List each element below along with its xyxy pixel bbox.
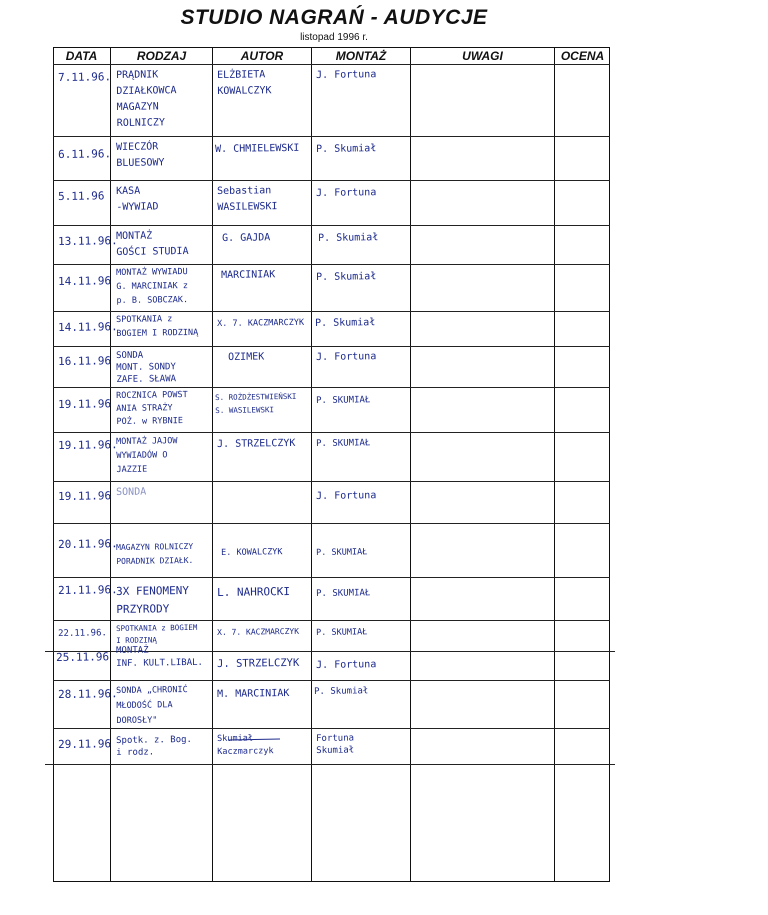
- row-date: 6.11.96.: [58, 147, 112, 161]
- column-divider: [212, 47, 213, 882]
- row-autor: J. STRZELCZYK: [217, 656, 300, 670]
- row-rodzaj: SPOTKANIA z BOGIEM I RODZINĄ: [116, 622, 198, 645]
- row-date: 16.11.96: [58, 354, 112, 368]
- row-date: 14.11.96.: [58, 320, 118, 334]
- row-autor: Skumiał Kaczmarczyk: [217, 733, 274, 757]
- column-divider: [410, 47, 411, 882]
- column-divider: [554, 47, 555, 882]
- row-autor: L. NAHROCKI: [217, 584, 291, 599]
- column-header-autor: AUTOR: [240, 49, 284, 63]
- row-divider: [53, 387, 610, 388]
- column-divider: [110, 47, 111, 882]
- column-header-uwagi: UWAGI: [462, 49, 503, 63]
- row-rodzaj: WIECZÓR BLUESOWY: [116, 141, 165, 169]
- row-divider: [53, 225, 610, 226]
- row-montaz: J. Fortuna: [316, 69, 377, 81]
- row-montaz: P. SKUMIAŁ: [316, 547, 368, 558]
- column-divider: [311, 47, 312, 882]
- row-date: 28.11.96.: [58, 687, 118, 701]
- row-date: 7.11.96.: [58, 70, 112, 84]
- header-divider: [53, 64, 610, 65]
- row-divider: [53, 481, 610, 482]
- row-montaz: P. Skumiał: [315, 317, 376, 329]
- row-montaz: P. Skumiał: [316, 271, 377, 283]
- column-header-data: DATA: [65, 49, 98, 63]
- row-montaz: J. Fortuna: [316, 490, 377, 502]
- row-divider: [53, 180, 610, 181]
- row-autor: S. ROŻDŻESTWIEŃSKI S. WASILEWSKI: [215, 391, 297, 415]
- row-divider: [53, 523, 610, 524]
- document-subtitle: listopad 1996 r.: [300, 32, 368, 43]
- row-date: 19.11.96: [58, 489, 112, 503]
- row-rodzaj: SPOTKANIA z BOGIEM I RODZINĄ: [116, 314, 199, 339]
- row-autor: X. 7. KACZMARCZYK: [217, 626, 300, 637]
- row-autor: OZIMEK: [228, 351, 265, 363]
- row-rodzaj: MONTAŻ WYWIADU G. MARCINIAK z p. B. SOBCZAK.: [116, 266, 189, 306]
- row-rodzaj: MAGAZYN ROLNICZY PORADNIK DZIAŁK.: [116, 541, 194, 566]
- row-rodzaj: SONDA „CHRONIĆ MŁODOŚĆ DLA DOROSŁY": [116, 684, 188, 726]
- column-header-ocena: OCENA: [560, 49, 605, 63]
- row-autor: E. KOWALCZYK: [221, 547, 283, 558]
- row-rodzaj: SONDA MONT. SONDY ZAFE. SŁAWA: [116, 350, 177, 385]
- row-rodzaj: PRĄDNIK DZIAŁKOWCA MAGAZYN ROLNICZY: [116, 69, 177, 129]
- row-date: 5.11.96: [58, 189, 105, 203]
- row-date: 25.11.96: [56, 650, 110, 664]
- row-rodzaj: MONTAŻ GOŚCI STUDIA: [116, 230, 189, 258]
- row-montaz: P. SKUMIAŁ: [316, 438, 371, 449]
- row-divider: [53, 680, 610, 681]
- column-header-rodzaj: RODZAJ: [136, 49, 187, 63]
- row-autor: W. CHMIELEWSKI: [215, 142, 300, 155]
- row-rodzaj: MONTAŻ INF. KULT.LIBAL.: [116, 645, 204, 669]
- document-title: STUDIO NAGRAŃ - AUDYCJE: [180, 6, 488, 29]
- row-date: 20.11.96.: [58, 537, 118, 551]
- row-rodzaj: ROCZNICA POWST ANIA STRAŻY POŻ. w RYBNIE: [116, 389, 188, 427]
- row-divider: [53, 577, 610, 578]
- row-montaz: J. Fortuna: [316, 187, 377, 199]
- row-rodzaj: KASA -WYWIAD: [116, 185, 159, 213]
- row-montaz: P. Skumiał: [318, 232, 379, 244]
- row-date: 19.11.96.: [58, 438, 118, 452]
- row-divider: [53, 136, 610, 137]
- column-header-montaz: MONTAŻ: [335, 49, 387, 63]
- row-date: 14.11.96: [58, 274, 112, 288]
- row-montaz: P. Skumiał: [316, 143, 377, 155]
- row-montaz: P. SKUMIAŁ: [316, 395, 371, 406]
- row-autor: MARCINIAK: [221, 269, 276, 281]
- row-date: 22.11.96.: [58, 628, 107, 639]
- row-date: 21.11.96.: [58, 583, 118, 597]
- row-date: 29.11.96: [58, 737, 112, 751]
- row-autor: M. MARCINIAK: [217, 687, 290, 700]
- row-rodzaj: 3X FENOMENY PRZYRODY: [116, 583, 190, 616]
- row-montaz: J. Fortuna: [316, 659, 377, 671]
- row-rodzaj: MONTAŻ JAJOW WYWIADÓW O JAZZIE: [116, 436, 178, 475]
- row-autor: J. STRZELCZYK: [217, 437, 296, 450]
- row-autor: ELŻBIETA KOWALCZYK: [217, 69, 272, 97]
- row-rodzaj: Spotk. z. Bog. i rodz.: [116, 734, 193, 758]
- row-divider: [53, 346, 610, 347]
- row-montaz: P. Skumiał: [314, 686, 369, 697]
- row-divider: [53, 432, 610, 433]
- row-autor: X. 7. KACZMARCZYK: [217, 317, 305, 329]
- row-montaz: P. SKUMIAŁ: [316, 588, 371, 599]
- row-montaz: P. SKUMIAŁ: [316, 627, 368, 638]
- row-rodzaj: SONDA: [116, 486, 147, 498]
- row-montaz: Fortuna Skumiał: [316, 733, 355, 756]
- row-divider: [53, 620, 610, 621]
- row-autor: Sebastian WASILEWSKI: [217, 185, 278, 213]
- row-montaz: J. Fortuna: [316, 351, 377, 363]
- row-divider: [45, 764, 615, 765]
- row-date: 13.11.96.: [58, 234, 118, 248]
- row-autor: G. GAJDA: [222, 232, 271, 244]
- row-date: 19.11.96: [58, 397, 112, 411]
